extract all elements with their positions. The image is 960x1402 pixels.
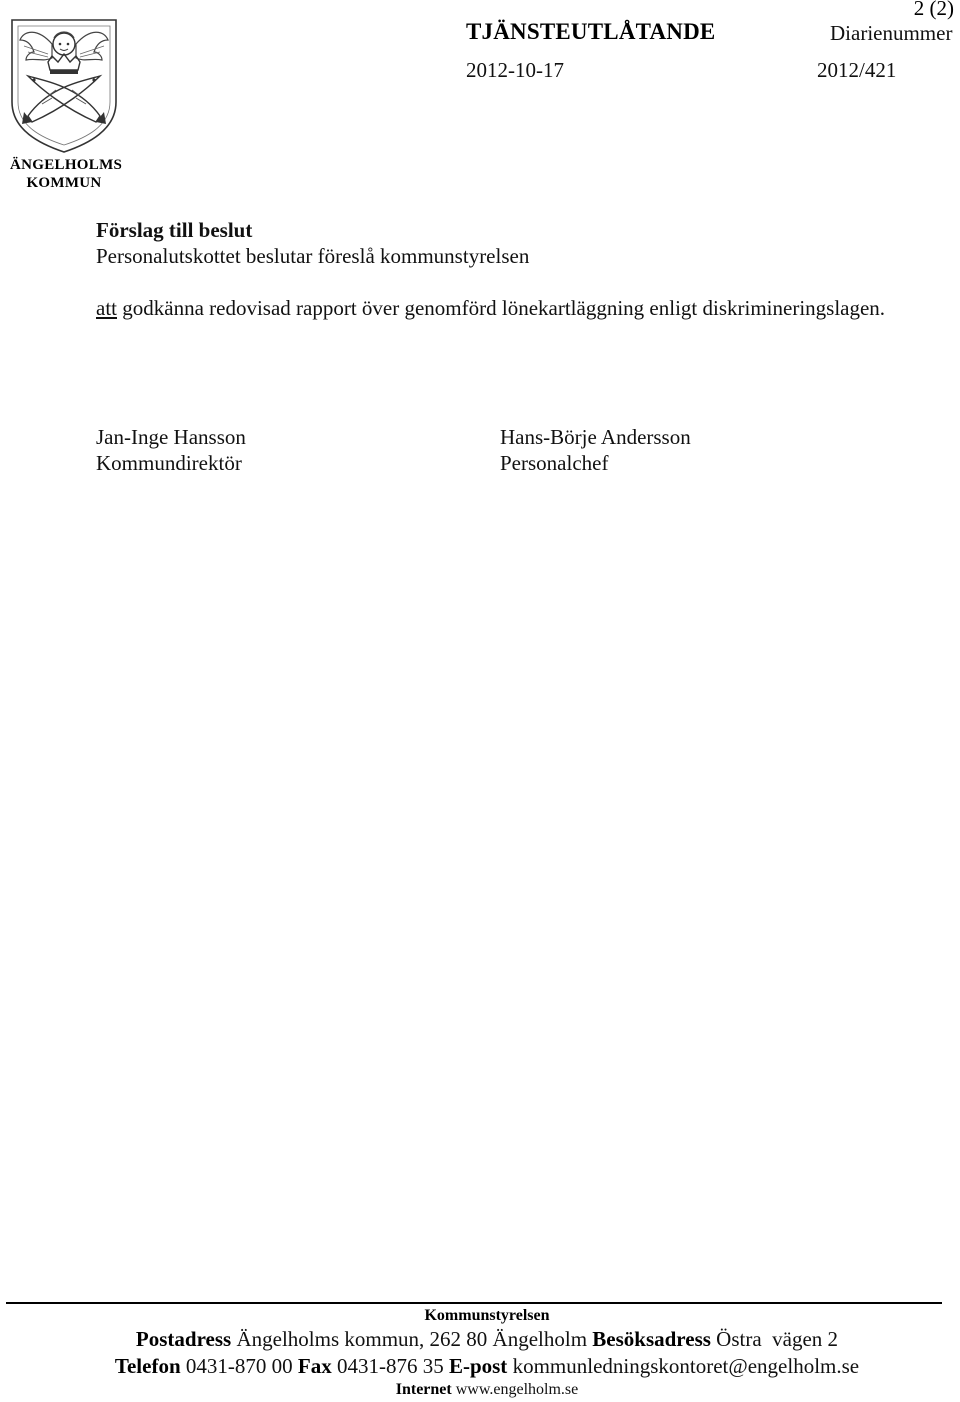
proposal-intro: Personalutskottet beslutar föreslå kommunstyrelsen bbox=[96, 244, 530, 268]
proposal-clause-text: godkänna redovisad rapport över genomförd lönekartläggning enligt diskrimineringslagen. bbox=[122, 296, 886, 320]
visit-label: Besöksadress bbox=[592, 1327, 711, 1351]
internet-label: Internet bbox=[395, 1381, 452, 1398]
coat-of-arms-icon bbox=[8, 18, 120, 154]
att-keyword: att bbox=[96, 296, 117, 320]
footer-org: Kommunstyrelsen bbox=[424, 1307, 550, 1324]
signatory-name: Jan-Inge Hansson bbox=[96, 425, 246, 449]
phone-value: 0431-870 00 bbox=[185, 1354, 293, 1378]
diarie-label: Diarienummer bbox=[830, 21, 953, 45]
diarie-number: 2012/421 bbox=[817, 58, 897, 82]
fax-label: Fax bbox=[297, 1354, 332, 1378]
email-value: kommunledningskontoret@engelholm.se bbox=[512, 1354, 860, 1378]
signature-block bbox=[500, 424, 691, 476]
footer-contact-line bbox=[0, 1353, 960, 1380]
postal-value: Ängelholms kommun, 262 80 Ängelholm bbox=[236, 1327, 588, 1351]
page-number: 2 (2) bbox=[913, 0, 954, 20]
fax-value: 0431-876 35 bbox=[336, 1354, 444, 1378]
phone-label: Telefon bbox=[114, 1354, 181, 1378]
postal-label: Postadress bbox=[135, 1327, 232, 1351]
visit-value: Östra vägen 2 bbox=[716, 1327, 839, 1351]
document-type: TJÄNSTEUTLÅTANDE bbox=[466, 19, 716, 44]
footer bbox=[0, 1306, 960, 1400]
footer-address-line bbox=[0, 1326, 960, 1353]
signatory-title: Personalchef bbox=[500, 451, 609, 475]
footer-internet-line bbox=[0, 1380, 960, 1400]
proposal-clause bbox=[96, 296, 885, 321]
signatory-name: Hans-Börje Andersson bbox=[500, 425, 691, 449]
document-date: 2012-10-17 bbox=[466, 58, 564, 82]
signature-block bbox=[96, 424, 246, 476]
logo-name-line2: KOMMUN bbox=[26, 175, 102, 191]
logo-name bbox=[10, 156, 123, 192]
proposal-heading: Förslag till beslut bbox=[96, 218, 253, 242]
internet-value: www.engelholm.se bbox=[455, 1381, 579, 1398]
logo-name-line1: ÄNGELHOLMS bbox=[10, 157, 123, 173]
footer-divider bbox=[6, 1302, 942, 1304]
signatory-title: Kommundirektör bbox=[96, 451, 242, 475]
email-label: E-post bbox=[448, 1354, 508, 1378]
